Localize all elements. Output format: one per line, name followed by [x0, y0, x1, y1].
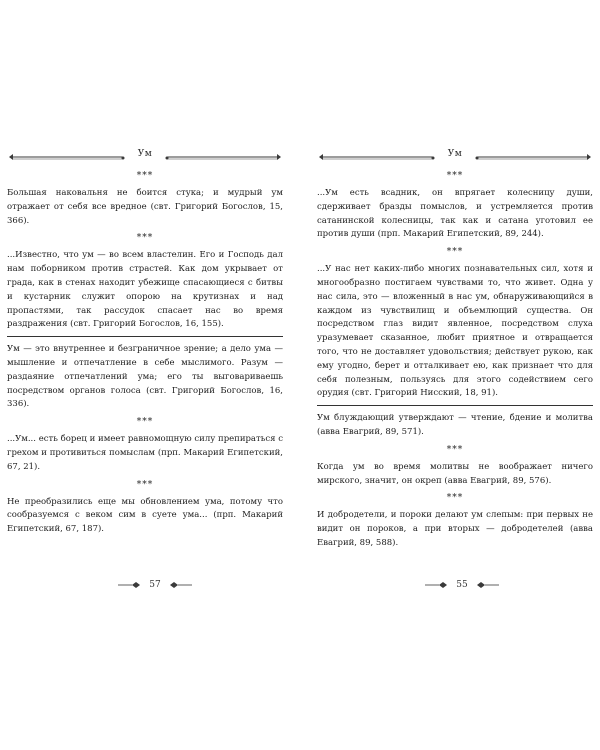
right-page-header — [317, 150, 593, 164]
footer-ornament-icon — [170, 581, 192, 589]
left-page — [7, 150, 283, 600]
left-page-footer — [105, 580, 205, 592]
header-ornament-right-icon — [473, 150, 593, 164]
quote-paragraph — [7, 343, 283, 412]
quote-paragraph — [317, 412, 593, 440]
quote-text: ...У нас нет каких-либо многих познавательных сил, хотя и многообразно постигаем чувствами то, что живет. Одна у нас сила, это — вложенный в нас ум, обнаруживающийся в каждом из чувствилищ и объемлющий существа. Он посредством глаз видит явленное, посредством слуха уразумевает сказанное, любит приятное и отвращается того, что не доставляет удовольствия; действует рукою, как ему угодно, берет и отталкивает ею, как признает что для себя полезным, пользуясь для этого содействием сего орудия (свт. Григорий Нисский, 18, 91). — [317, 264, 593, 399]
quote-text: Ум блуждающий утверждают — чтение, бдение и молитва (авва Евагрий, 89, 571). — [317, 413, 593, 437]
footer-ornament-icon — [477, 581, 499, 589]
right-page-footer — [412, 580, 512, 592]
footer-ornament-icon — [118, 581, 140, 589]
running-header-title: Ум — [447, 149, 463, 159]
quote-text: Ум — это внутреннее и безграничное зрение; а дело ума — мышление и отпечатление в себе мыслимого. Разум — раздаяние отпечатлений ума; его ты выговариваешь посредством органов голоса (свт. Григорий Богослов, 16, 336). — [7, 344, 283, 410]
asterism-separator: *** — [446, 171, 464, 181]
page-number: 57 — [149, 580, 161, 590]
quote-text: ...Ум... есть борец и имеет равномощную силу препираться с грехом и противиться помыслам (прп. Макарий Египетский, 67, 21). — [7, 434, 283, 472]
asterism-separator: *** — [136, 417, 154, 428]
quote-paragraph — [317, 509, 593, 550]
quote-paragraph — [7, 433, 283, 474]
quote-text: Не преобразились еще мы обновлением ума, потому что сообразуемся с веком сим в суете ума... (прп. Макарий Египетский, 67, 187). — [7, 496, 283, 535]
divider — [7, 336, 283, 337]
quote-text: ...Ум есть всадник, он впрягает колесницу души, сдерживает бразды помыслов, и устремляется против сатанинской колесницы, так как и сатана уготовил ее против души (прп. Макарий Египетский, 89, 244). — [317, 188, 593, 240]
header-ornament-left-icon — [7, 150, 127, 164]
header-ornament-left-icon — [317, 150, 437, 164]
right-page — [317, 150, 593, 600]
left-page-header — [7, 150, 283, 164]
footer-ornament-icon — [425, 581, 447, 589]
quote-paragraph — [7, 187, 283, 228]
quote-paragraph — [317, 187, 593, 242]
asterism-separator: *** — [446, 444, 464, 455]
page-number: 55 — [456, 580, 468, 590]
quote-text: ...Известно, что ум — во всем властелин. Его и Господь дал нам поборником против страстей. Как дом укрывает от града, как в стенах находит убежище спасающиеся с битвы и кустарник служит опорою на крутизнах и над пропастями, так рассудок спасает нас во время раздражения (свт. Григорий Богослов, 16, 155). — [7, 250, 283, 330]
header-ornament-right-icon — [163, 150, 283, 164]
quote-paragraph — [7, 496, 283, 537]
asterism-separator: *** — [136, 233, 154, 244]
divider — [317, 405, 593, 406]
quote-text: Большая наковальня не боится стука; и мудрый ум отражает от себя все вредное (свт. Григорий Богослов, 15, 366). — [7, 188, 283, 226]
running-header-title: Ум — [137, 149, 153, 159]
quote-paragraph — [317, 263, 593, 401]
asterism-separator: *** — [136, 171, 154, 181]
quote-text: И добродетели, и пороки делают ум слепым: при первых не видит он пороков, а при вторых — добродетелей (авва Евагрий, 89, 588). — [317, 510, 593, 548]
quote-paragraph — [7, 249, 283, 332]
quote-text: Когда ум во время молитвы не воображает ничего мирского, значит, он окреп (авва Евагрий, 89, 576). — [317, 461, 593, 486]
asterism-separator: *** — [136, 479, 154, 490]
asterism-separator: *** — [446, 247, 464, 258]
quote-paragraph — [317, 461, 593, 489]
asterism-separator: *** — [446, 493, 464, 504]
